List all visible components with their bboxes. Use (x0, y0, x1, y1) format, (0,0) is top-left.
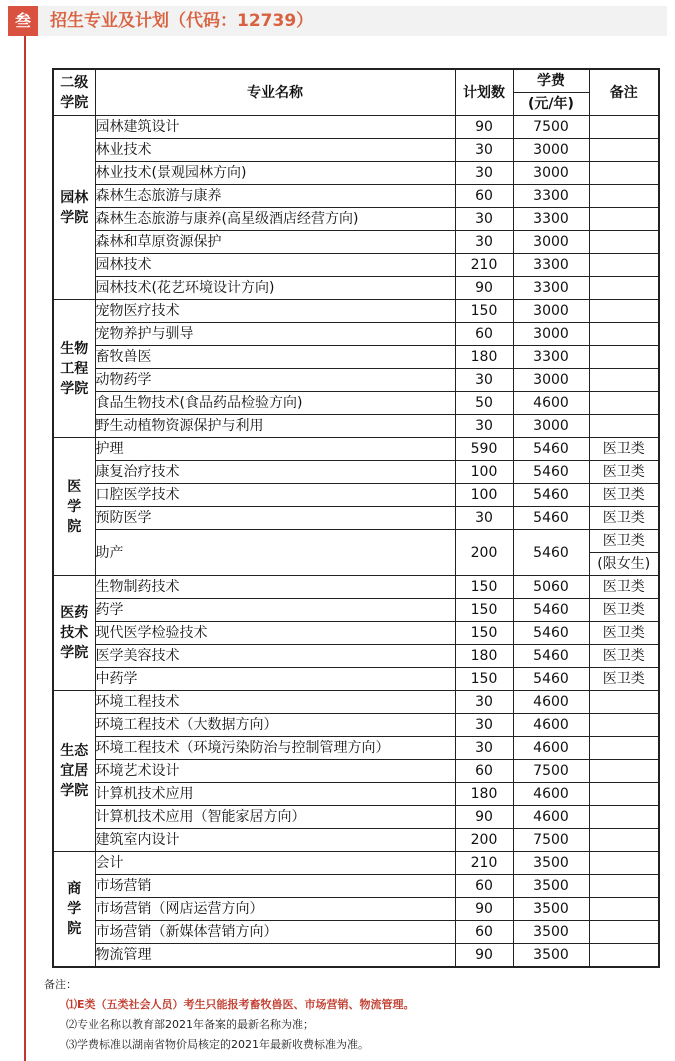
table-row (53, 714, 659, 737)
table-row (53, 944, 659, 968)
remark-line-2: (限女生) (597, 556, 651, 572)
major-name-cell: 森林生态旅游与康养(高星级酒店经营方向) (95, 208, 455, 231)
table-row (53, 438, 659, 461)
plan-count-cell: 30 (455, 139, 513, 162)
tuition-cell: 3000 (513, 300, 589, 323)
remark-cell (589, 346, 659, 369)
remark-cell (589, 875, 659, 898)
plan-count-cell: 50 (455, 392, 513, 415)
table-row (53, 599, 659, 622)
remark-cell (589, 829, 659, 852)
college-name-part: 院 (67, 518, 82, 535)
plan-count-cell: 60 (455, 185, 513, 208)
tuition-cell: 4600 (513, 737, 589, 760)
tuition-cell: 3000 (513, 231, 589, 254)
tuition-cell: 3300 (513, 208, 589, 231)
section-title: 招生专业及计划（代码：12739） (50, 11, 314, 31)
remark-cell (589, 415, 659, 438)
remark-cell (589, 921, 659, 944)
major-name-cell: 建筑室内设计 (95, 829, 455, 852)
remark-cell (589, 898, 659, 921)
tuition-cell: 3000 (513, 139, 589, 162)
header-fee-unit: (元/年) (513, 93, 589, 116)
college-name-part: 医 (67, 478, 82, 495)
remark-cell: 医卫类 (589, 599, 659, 622)
plan-count-cell: 30 (455, 737, 513, 760)
remark-cell (589, 530, 659, 576)
major-name-cell: 园林技术(花艺环境设计方向) (95, 277, 455, 300)
tuition-cell: 4600 (513, 392, 589, 415)
major-name-cell: 计算机技术应用（智能家居方向） (95, 806, 455, 829)
remark-cell (589, 162, 659, 185)
tuition-cell: 3000 (513, 369, 589, 392)
left-accent-line (24, 36, 26, 1061)
table-row (53, 622, 659, 645)
remark-cell (589, 392, 659, 415)
table-row (53, 254, 659, 277)
tuition-cell: 5460 (513, 484, 589, 507)
major-name-cell: 林业技术 (95, 139, 455, 162)
major-name-cell: 生物制药技术 (95, 576, 455, 599)
tuition-cell: 3300 (513, 277, 589, 300)
plan-count-cell: 200 (455, 829, 513, 852)
major-name-cell: 会计 (95, 852, 455, 875)
remark-cell: 医卫类 (589, 507, 659, 530)
plan-count-cell: 590 (455, 438, 513, 461)
plan-count-cell: 150 (455, 668, 513, 691)
plan-count-cell: 90 (455, 277, 513, 300)
college-name-part: 学院 (60, 783, 89, 799)
tuition-cell: 4600 (513, 714, 589, 737)
table-row (53, 392, 659, 415)
major-name-cell: 市场营销（新媒体营销方向） (95, 921, 455, 944)
plan-count-cell: 30 (455, 231, 513, 254)
tuition-cell: 4600 (513, 783, 589, 806)
college-name-part: 生物 (60, 340, 89, 357)
plan-count-cell: 60 (455, 760, 513, 783)
college-cell (53, 438, 95, 576)
remark-cell: 医卫类 (589, 668, 659, 691)
major-name-cell: 医学美容技术 (95, 645, 455, 668)
tuition-cell: 3000 (513, 162, 589, 185)
tuition-cell: 5460 (513, 645, 589, 668)
table-row (53, 645, 659, 668)
table-row (53, 898, 659, 921)
table-row (53, 484, 659, 507)
remark-cell (589, 691, 659, 714)
major-name-cell: 物流管理 (95, 944, 455, 968)
enrollment-plan-table (52, 68, 660, 968)
college-name-part: 学院 (60, 209, 89, 226)
header-college: 二级 学院 (53, 69, 95, 116)
remark-cell (589, 254, 659, 277)
college-cell (53, 116, 95, 300)
table-row (53, 231, 659, 254)
table-row (53, 691, 659, 714)
table-row (53, 369, 659, 392)
table-row (53, 415, 659, 438)
major-name-cell: 野生动植物资源保护与利用 (95, 415, 455, 438)
remark-cell: 医卫类 (589, 645, 659, 668)
major-name-cell: 宠物医疗技术 (95, 300, 455, 323)
remark-cell: 医卫类 (589, 484, 659, 507)
major-name-cell: 森林和草原资源保护 (95, 231, 455, 254)
tuition-cell: 5460 (513, 438, 589, 461)
college-name-part: 学院 (60, 380, 89, 397)
plan-count-cell: 180 (455, 645, 513, 668)
plan-count-cell: 100 (455, 461, 513, 484)
remark-cell (589, 944, 659, 968)
tuition-cell: 5460 (513, 599, 589, 622)
remark-cell (589, 208, 659, 231)
notes-label: 备注： (44, 978, 77, 991)
major-name-cell: 林业技术(景观园林方向) (95, 162, 455, 185)
college-name-part: 学 (67, 498, 82, 515)
tuition-cell: 5460 (513, 507, 589, 530)
table-row (53, 783, 659, 806)
tuition-cell: 3500 (513, 921, 589, 944)
remark-cell (589, 185, 659, 208)
major-name-cell: 环境工程技术 (95, 691, 455, 714)
table-row (53, 760, 659, 783)
table-row (53, 323, 659, 346)
college-name-part: 医药 (60, 605, 89, 621)
remark-cell (589, 714, 659, 737)
header-plan: 计划数 (455, 69, 513, 116)
table-row (53, 852, 659, 875)
remark-cell (589, 737, 659, 760)
remark-line-1: 医卫类 (590, 530, 659, 553)
major-name-cell: 宠物养护与驯导 (95, 323, 455, 346)
tuition-cell: 3000 (513, 415, 589, 438)
plan-count-cell: 30 (455, 208, 513, 231)
table-row (53, 668, 659, 691)
table-row (53, 139, 659, 162)
table-row (53, 346, 659, 369)
major-name-cell: 动物药学 (95, 369, 455, 392)
major-name-cell: 环境工程技术（大数据方向） (95, 714, 455, 737)
major-name-cell: 畜牧兽医 (95, 346, 455, 369)
college-name-part: 学院 (60, 645, 89, 661)
college-name-part: 宜居 (60, 763, 89, 779)
major-name-cell: 预防医学 (95, 507, 455, 530)
plan-count-cell: 30 (455, 162, 513, 185)
remark-cell: 医卫类 (589, 461, 659, 484)
plan-count-cell: 150 (455, 300, 513, 323)
table-row (53, 921, 659, 944)
plan-count-cell: 90 (455, 898, 513, 921)
table-row (53, 208, 659, 231)
major-name-cell: 康复治疗技术 (95, 461, 455, 484)
plan-count-cell: 210 (455, 852, 513, 875)
major-name-cell: 护理 (95, 438, 455, 461)
remark-cell (589, 116, 659, 139)
header-fee: 学费 (513, 69, 589, 93)
major-name-cell: 园林建筑设计 (95, 116, 455, 139)
plan-count-cell: 30 (455, 415, 513, 438)
tuition-cell: 3000 (513, 323, 589, 346)
tuition-cell: 5460 (513, 622, 589, 645)
table-row (53, 185, 659, 208)
college-name-part: 工程 (60, 360, 89, 377)
header-major: 专业名称 (95, 69, 455, 116)
remark-cell (589, 277, 659, 300)
major-name-cell: 药学 (95, 599, 455, 622)
plan-count-cell: 60 (455, 875, 513, 898)
college-cell (53, 576, 95, 691)
remark-cell (589, 323, 659, 346)
table-row (53, 806, 659, 829)
tuition-cell: 5060 (513, 576, 589, 599)
remark-cell (589, 139, 659, 162)
table-row (53, 116, 659, 139)
major-name-cell: 园林技术 (95, 254, 455, 277)
remark-cell (589, 369, 659, 392)
major-name-cell: 现代医学检验技术 (95, 622, 455, 645)
college-name-part: 生态 (60, 743, 89, 759)
table-row (53, 507, 659, 530)
table-row (53, 162, 659, 185)
plan-count-cell: 30 (455, 507, 513, 530)
table-body (53, 116, 659, 968)
table-row (53, 829, 659, 852)
tuition-cell: 5460 (513, 530, 589, 576)
tuition-cell: 7500 (513, 829, 589, 852)
college-cell (53, 300, 95, 438)
table-row (53, 737, 659, 760)
plan-count-cell: 30 (455, 691, 513, 714)
tuition-cell: 4600 (513, 806, 589, 829)
tuition-cell: 3500 (513, 875, 589, 898)
major-name-cell: 口腔医学技术 (95, 484, 455, 507)
plan-count-cell: 200 (455, 530, 513, 576)
tuition-cell: 3300 (513, 185, 589, 208)
major-name-cell: 市场营销（网店运营方向） (95, 898, 455, 921)
plan-count-cell: 210 (455, 254, 513, 277)
tuition-cell: 3500 (513, 852, 589, 875)
note-item-3: ⑶学费标准以湖南省物价局核定的2021年最新收费标准为准。 (66, 1038, 369, 1051)
table-row (53, 576, 659, 599)
plan-count-cell: 60 (455, 921, 513, 944)
remark-cell: 医卫类 (589, 622, 659, 645)
college-cell (53, 691, 95, 852)
remark-cell (589, 760, 659, 783)
plan-count-cell: 180 (455, 783, 513, 806)
tuition-cell: 4600 (513, 691, 589, 714)
college-name-part: 园林 (60, 189, 89, 206)
major-name-cell: 市场营销 (95, 875, 455, 898)
section-number-badge: 叁 (8, 6, 38, 36)
college-cell (53, 852, 95, 968)
tuition-cell: 7500 (513, 116, 589, 139)
tuition-cell: 3500 (513, 944, 589, 968)
section-header (8, 6, 667, 36)
college-name-part: 商 (67, 881, 82, 897)
major-name-cell: 中药学 (95, 668, 455, 691)
table-row (53, 300, 659, 323)
plan-count-cell: 30 (455, 369, 513, 392)
college-name-part: 学 (67, 901, 82, 917)
tuition-cell: 5460 (513, 461, 589, 484)
plan-count-cell: 30 (455, 714, 513, 737)
remark-cell (589, 806, 659, 829)
table-row (53, 875, 659, 898)
plan-count-cell: 150 (455, 622, 513, 645)
plan-count-cell: 150 (455, 576, 513, 599)
table-row (53, 277, 659, 300)
note-item-2: ⑵专业名称以教育部2021年备案的最新名称为准； (66, 1018, 314, 1031)
remark-cell: 医卫类 (589, 576, 659, 599)
table-row (53, 461, 659, 484)
tuition-cell: 3300 (513, 346, 589, 369)
remark-cell: 医卫类 (589, 438, 659, 461)
plan-count-cell: 100 (455, 484, 513, 507)
notes-section (44, 975, 415, 1055)
plan-count-cell: 90 (455, 116, 513, 139)
tuition-cell: 7500 (513, 760, 589, 783)
plan-count-cell: 90 (455, 806, 513, 829)
major-name-cell: 环境艺术设计 (95, 760, 455, 783)
plan-count-cell: 90 (455, 944, 513, 968)
note-item-1: ⑴E类（五类社会人员）考生只能报考畜牧兽医、市场营销、物流管理。 (66, 998, 415, 1011)
major-name-cell: 助产 (95, 530, 455, 576)
remark-cell (589, 300, 659, 323)
remark-cell (589, 852, 659, 875)
major-name-cell: 食品生物技术(食品药品检验方向) (95, 392, 455, 415)
plan-count-cell: 60 (455, 323, 513, 346)
college-name-part: 院 (67, 921, 82, 937)
tuition-cell: 3300 (513, 254, 589, 277)
major-name-cell: 环境工程技术（环境污染防治与控制管理方向） (95, 737, 455, 760)
remark-cell (589, 783, 659, 806)
table-row (53, 530, 659, 576)
header-remark: 备注 (589, 69, 659, 116)
plan-count-cell: 150 (455, 599, 513, 622)
major-name-cell: 森林生态旅游与康养 (95, 185, 455, 208)
major-name-cell: 计算机技术应用 (95, 783, 455, 806)
tuition-cell: 5460 (513, 668, 589, 691)
plan-count-cell: 180 (455, 346, 513, 369)
remark-cell (589, 231, 659, 254)
college-name-part: 技术 (60, 625, 89, 641)
tuition-cell: 3500 (513, 898, 589, 921)
